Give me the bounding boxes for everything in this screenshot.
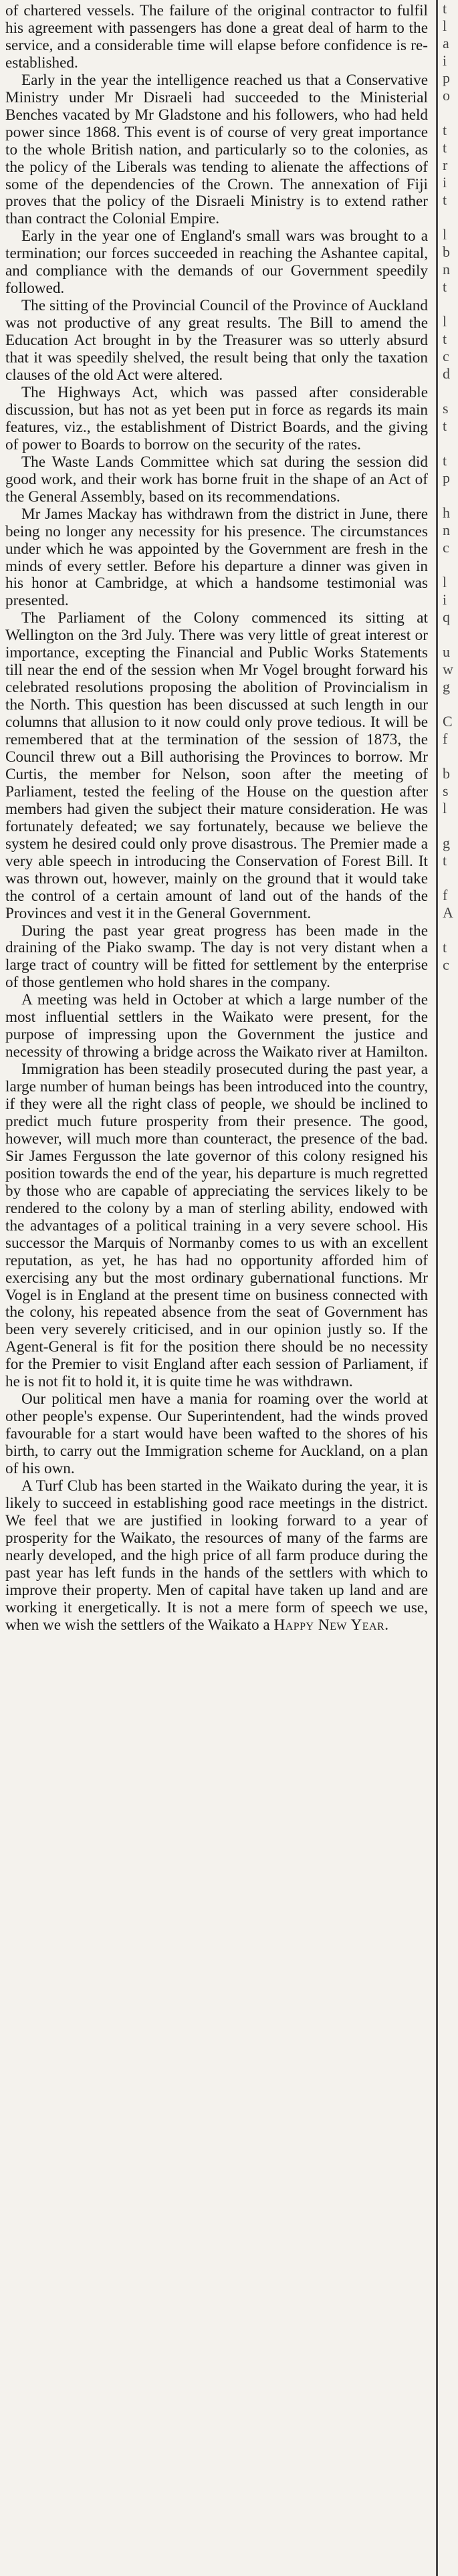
adjacent-column-letter: l: [443, 313, 447, 330]
article-paragraph: The Waste Lands Committee which sat during the session did good work, and their work has borne fruit in the shape of an Act of the General Assembly, based on its recommendations.: [5, 453, 428, 506]
adjacent-column-letter: r: [443, 156, 448, 173]
adjacent-column-letter: g: [443, 678, 450, 695]
article-paragraph: Early in the year the intelligence reached us that a Conservative Ministry under Mr Disraeli had succeeded to the Ministerial Benches vacated by Mr Gladstone and his followers, who had held power since 1868. This event is of course of very great importance to the whole British nation, and particularly so to the colonies, as the policy of the Liberals was tending to alienate the affections of some of the dependencies of the Crown. The annexation of Fiji proves that the policy of the Disraeli Ministry is to extend rather than contract the Colonial Empire.: [5, 71, 428, 228]
adjacent-column-letter: b: [443, 243, 450, 260]
adjacent-column-letter: [443, 748, 458, 765]
adjacent-column-letter: u: [443, 643, 450, 660]
adjacent-column-letter: c: [443, 348, 449, 364]
adjacent-column-letter: l: [443, 17, 447, 34]
adjacent-column-fragment: [443, 0, 458, 2576]
article-column: [5, 3, 428, 2573]
adjacent-column-letter: A: [443, 904, 453, 921]
adjacent-column-letter: b: [443, 765, 450, 782]
adjacent-column-letter: [443, 296, 458, 313]
adjacent-column-letter: i: [443, 174, 447, 191]
adjacent-column-letter: [443, 435, 458, 452]
adjacent-column-letter: [443, 487, 458, 504]
closing-greeting: Happy New Year.: [273, 1616, 389, 1634]
article-paragraph: Our political men have a mania for roaming over the world at other people's expense. Our Superintendent, had the winds proved favourable for a start would have been wafted to the shores of his birth, to carry out the Immigration scheme for Auckland, on a plan of his own.: [5, 1390, 428, 1478]
column-rule: [436, 0, 438, 2576]
adjacent-column-letter: n: [443, 522, 450, 538]
adjacent-column-letter: f: [443, 887, 448, 903]
adjacent-column-letter: l: [443, 226, 447, 243]
adjacent-column-letter: i: [443, 591, 447, 608]
adjacent-column-letter: [443, 817, 458, 835]
adjacent-column-letter: t: [443, 191, 447, 208]
adjacent-column-letter: t: [443, 939, 447, 956]
adjacent-column-letter: n: [443, 261, 450, 278]
article-paragraph: During the past year great progress has been made in the draining of the Piako swamp. The day is not very distant when a large tract of country will be fitted for settlement by the enterprise of those gentlemen who hold shares in the company.: [5, 922, 428, 992]
adjacent-column-letter: [443, 626, 458, 643]
article-paragraph: of chartered vessels. The failure of the original contractor to fulfil his agreement with passengers has done a great deal of harm to the service, and a considerable time will elapse before confidence is re-established.: [5, 3, 428, 72]
adjacent-column-letter: [443, 869, 458, 887]
adjacent-column-letter: t: [443, 278, 447, 295]
adjacent-column-letter: q: [443, 609, 450, 625]
adjacent-column-letter: l: [443, 574, 447, 591]
adjacent-column-letter: g: [443, 835, 450, 851]
adjacent-column-letter: a: [443, 35, 449, 51]
adjacent-column-letter: t: [443, 139, 447, 156]
article-paragraph: Mr James Mackay has withdrawn from the district in June, there being no longer any necessity for his presence. The circumstances under which he was appointed by the Government are fresh in the minds of every settler. Before his departure a dinner was given in his honor at Cambridge, at which a handsome testimonial was presented.: [5, 505, 428, 610]
adjacent-column-letter: d: [443, 365, 450, 382]
article-final-paragraph: [5, 1478, 428, 1634]
adjacent-column-letter: f: [443, 730, 448, 747]
adjacent-column-letter: s: [443, 400, 449, 417]
article-paragraph: A meeting was held in October at which a large number of the most influential settlers in the Waikato were present, for the purpose of impressing upon the Government the justice and necessity of throwing a bridge across the Waikato river at Hamilton.: [5, 991, 428, 1061]
article-paragraph-text: A Turf Club has been started in the Waikato during the year, it is likely to succeed in establishing good race meetings in the district. We feel that we are justified in looking forward to a year of prosperity for the Waikato, the resources of many of the farms are nearly developed, and the high price of all farm produce during the past year has left funds in the hands of the settlers with which to improve their property. Men of capital have taken up land and are working it energetically. It is not a mere form of speech we use, when we wish the settlers of the Waikato a: [5, 1477, 428, 1634]
adjacent-column-letter: t: [443, 122, 447, 138]
article-paragraph: The sitting of the Provincial Council of the Province of Auckland was not productive of any great results. The Bill to amend the Education Act brought in by the Treasurer was so utterly absurd that it was speedily shelved, the result being that only the taxation clauses of the old Act were altered.: [5, 297, 428, 385]
article-paragraph: Immigration has been steadily prosecuted during the past year, a large number of human beings has been introduced into the country, if they were all the right class of people, we should be inclined to predict much future prosperity from their presence. The good, however, will much more than counteract, the presence of the bad. Sir James Fergusson the late governor of this colony resigned his position towards the end of the year, his departure is much regretted by those who are capable of appreciating the services likely to be rendered to the colony by a man of sterling ability, endowed with the advantages of a political training in a very severe school. His successor the Marquis of Normanby comes to us with an excellent reputation, as yet, he has had no opportunity afforded him of exercising any but the most ordinary gubernational functions. Mr Vogel is in England at the present time on business connected with the colony, his repeated absence from the seat of Government has been very severely criticised, and in our opinion justly so. If the Agent-General is fit for the position there should be no necessity for the Premier to visit England after each session of Parliament, if he is not fit to hold it, it is quite time he was withdrawn.: [5, 1061, 428, 1391]
article-paragraph: The Highways Act, which was passed after considerable discussion, but has not as yet been put in force as regards its main features, viz., the establishment of District Boards, and the giving of power to Boards to borrow on the security of the rates.: [5, 383, 428, 453]
adjacent-column-letter: o: [443, 87, 450, 104]
adjacent-column-letter: t: [443, 452, 447, 469]
adjacent-column-letter: l: [443, 800, 447, 817]
adjacent-column-letter: i: [443, 52, 447, 69]
adjacent-column-letter: [443, 556, 458, 574]
adjacent-column-letter: w: [443, 661, 453, 677]
adjacent-column-letter: [443, 383, 458, 400]
article-paragraph: Early in the year one of England's small wars was brought to a termination; our forces succeeded in reaching the Ashantee capital, and compliance with the demands of our Government speedily followed.: [5, 227, 428, 298]
adjacent-column-letter: t: [443, 852, 447, 869]
adjacent-column-letter: p: [443, 469, 450, 486]
adjacent-column-letter: c: [443, 956, 449, 973]
adjacent-column-letter: c: [443, 539, 449, 556]
article-paragraph: The Parliament of the Colony commenced its sitting at Wellington on the 3rd July. There was very little of great interest or importance, excepting the Financial and Public Works Statements till near the end of the session when Mr Vogel brought forward his celebrated resolutions proposing the abolition of Provincialism in the North. This question has been discussed at such length in our columns that allusion to it now could only prove tedious. It will be remembered that at the termination of the session of 1873, the Council threw out a Bill authorising the Provinces to borrow. Mr Curtis, the member for Nelson, soon after the meeting of Parliament, tested the feeling of the House on the question after members had given the subject their mature consideration. He was fortunately defeated; we say fortunately, because we believe the system he desired could only prove disastrous. The Premier made a very able speech in introducing the Conservation of Forest Bill. It was thrown out, however, mainly on the ground that it would take the control of a certain amount of land out of the hands of the Provinces and vest it in the General Government.: [5, 609, 428, 922]
adjacent-column-letter: t: [443, 417, 447, 434]
adjacent-column-letter: [443, 922, 458, 939]
adjacent-column-letter: p: [443, 70, 450, 86]
adjacent-column-letter: [443, 695, 458, 713]
adjacent-column-letter: [443, 209, 458, 226]
adjacent-column-letter: h: [443, 504, 450, 521]
adjacent-column-letter: C: [443, 713, 453, 730]
adjacent-column-letter: [443, 104, 458, 122]
adjacent-column-letter: t: [443, 0, 447, 17]
adjacent-column-letter: s: [443, 782, 449, 799]
adjacent-column-letter: t: [443, 330, 447, 347]
